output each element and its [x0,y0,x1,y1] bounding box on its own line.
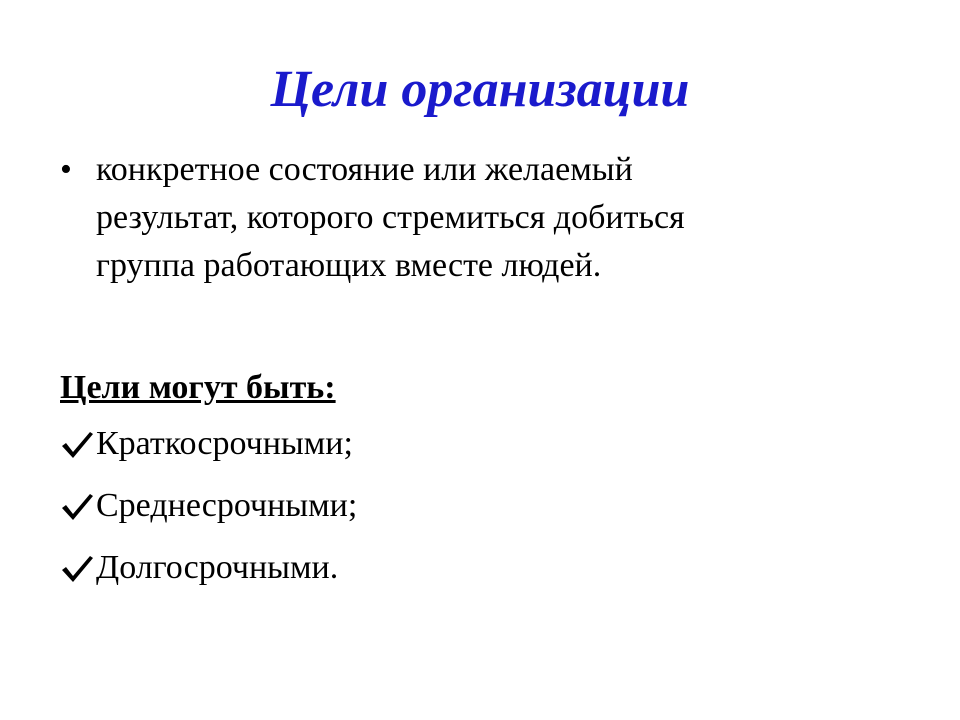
checklist-label: Краткосрочными; [96,425,353,462]
definition-line: группа работающих вместе людей. [96,247,602,284]
checklist-item [60,482,660,530]
checklist-label: Долгосрочными. [96,549,339,586]
checkmark-icon [60,554,94,584]
slide-title: Цели организации [270,61,690,118]
checkmark-icon [60,492,94,522]
bullet-icon: • [60,151,72,188]
checkmark-icon [60,430,94,460]
definition-text [96,146,896,290]
checklist-label: Среднесрочными; [96,487,358,524]
definition-line: результат, которого стремиться добиться [96,199,685,236]
checklist-item [60,544,660,592]
checklist-item [60,420,660,468]
goals-heading: Цели могут быть: [60,369,336,406]
definition-line: конкретное состояние или желаемый [96,151,633,188]
